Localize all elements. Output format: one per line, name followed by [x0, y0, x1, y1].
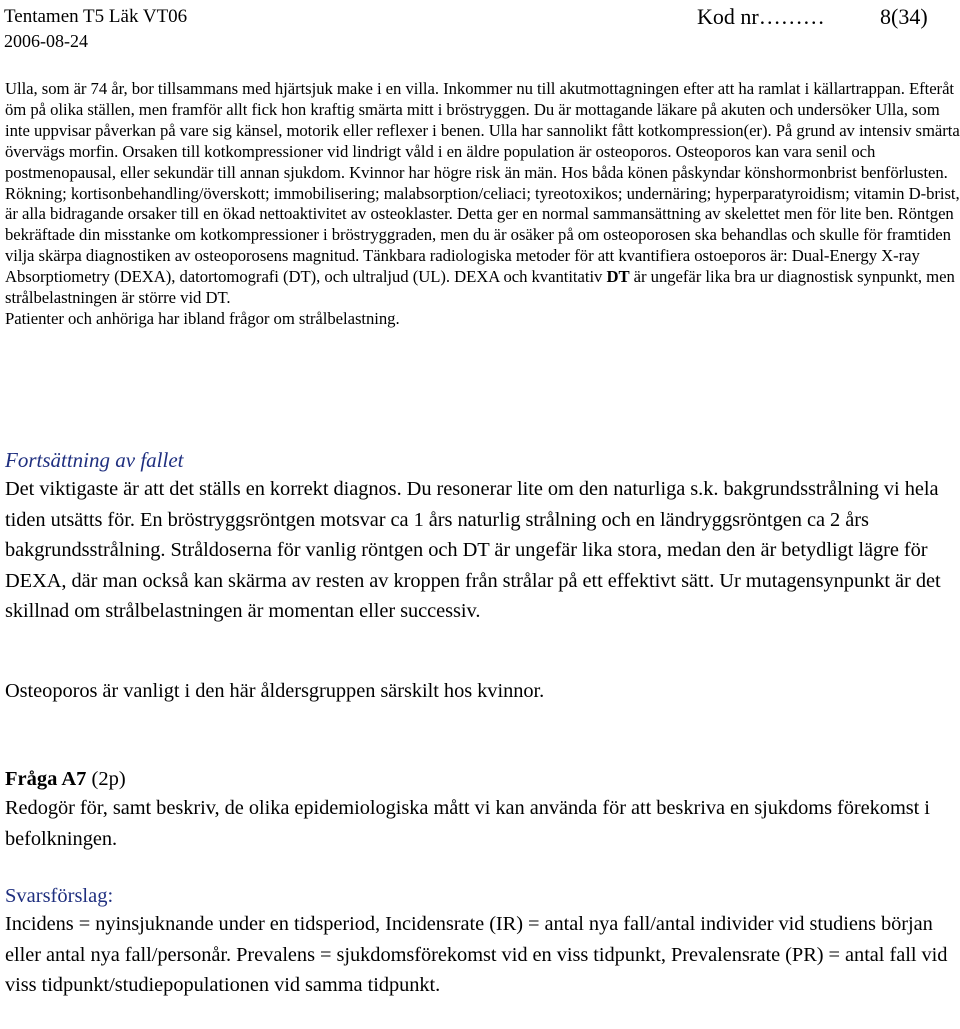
page-number: 8(34) — [880, 4, 928, 29]
case-paragraph — [5, 79, 960, 309]
question-label: Fråga A7 — [5, 768, 87, 790]
question-heading — [5, 766, 126, 792]
question-points: (2p) — [86, 768, 126, 790]
answer-text: Incidens = nyinsjuknande under en tidsperiod, Incidensrate (IR) = antal nya fall/antal individer vid studiens början eller antal nya fall/personår. Prevalens = sjukdomsförekomst vid en viss tidpunkt, Prevalensrate (PR) = antal fall vid viss tidpunkt/studiepopulationen vid samma tidpunkt. — [5, 913, 948, 997]
exam-date: 2006-08-24 — [4, 31, 88, 51]
question-text: Redogör för, samt beskriv, de olika epidemiologiska mått vi kan använda för att beskriva en sjukdoms förekomst i befolkningen. — [5, 797, 930, 850]
answer-label: Svarsförslag: — [5, 885, 114, 907]
case-text-end: är ungefär lika bra ur diagnostisk synpunkt, men strålbelastningen är större vid DT. — [5, 267, 955, 308]
case-description — [5, 79, 960, 330]
continuation-paragraph: Det viktigaste är att det ställs en korrekt diagnos. Du resonerar lite om den naturliga s.k. bakgrundsstrålning vi hela tiden utsätts för. En bröstryggsröntgen motsvar ca 1 års naturlig strålning och en ländryggsröntgen ca 2 års bakgrundsstrålning. Stråldoserna för vanlig röntgen och DT är ungefär lika stora, medan den är betydligt lägre för DEXA, där man också kan skärma av resten av kroppen från strålar på ett effektivt sätt. Ur mutagensynpunkt är det skillnad om strålbelastningen är momentan eller successiv. — [5, 478, 941, 623]
section-title: Fortsättning av fallet — [5, 448, 184, 472]
code-number-field: Kod nr……… — [697, 4, 825, 29]
case-text: Ulla, som är 74 år, bor tillsammans med hjärtsjuk make i en villa. Inkommer nu till akutmottagningen efter att ha ramlat i källartrappan. Efteråt öm på olika ställen, men framför allt fick hon kraftig smärta mitt i bröstryggen. Du är mottagande läkare på akuten och undersöker Ulla, som inte uppvisar påverkan på vare sig känsel, motorik eller reflexer i benen. Ulla har sannolikt fått kotkompression(er). På grund av intensiv smärta övervägs morfin. Orsaken till kotkompressioner vid lindrigt våld i en äldre population är osteoporos. Osteoporos kan vara senil och postmenopausal, eller sekundär till annan sjukdom. Kvinnor har högre risk än män. Hos båda könen påskyndar könshormonbrist benförlusten. Rökning; kortisonbehandling/överskott; immobilisering; malabsorption/celiaci; tyreotoxikos; undernäring; hyperparatyroidism; vitamin D-brist, är alla bidragande orsaker till en ökad nettoaktivitet av osteoklaster. Detta ger en normal sammansättning av skelettet men för lite ben. Röntgen bekräftade din misstanke om kotkompressioner i bröstryggraden, men du är osäker på om osteoporosen ska behandlas och skulle för framtiden vilja skärpa diagnostiken av osteoporosens magnitud. Tänkbara radiologiska metoder för att kvantifiera ostoeporos är: Dual-Energy X-ray Absorptiometry (DEXA), datortomografi (DT), och ultraljud (UL). DEXA och kvantitativ — [5, 79, 960, 287]
case-last-line: Patienter och anhöriga har ibland frågor om strålbelastning. — [5, 308, 400, 328]
case-bold-term: DT — [606, 267, 630, 287]
osteoporosis-note: Osteoporos är vanligt i den här åldersgruppen särskilt hos kvinnor. — [5, 680, 545, 702]
exam-title: Tentamen T5 Läk VT06 — [4, 6, 188, 27]
